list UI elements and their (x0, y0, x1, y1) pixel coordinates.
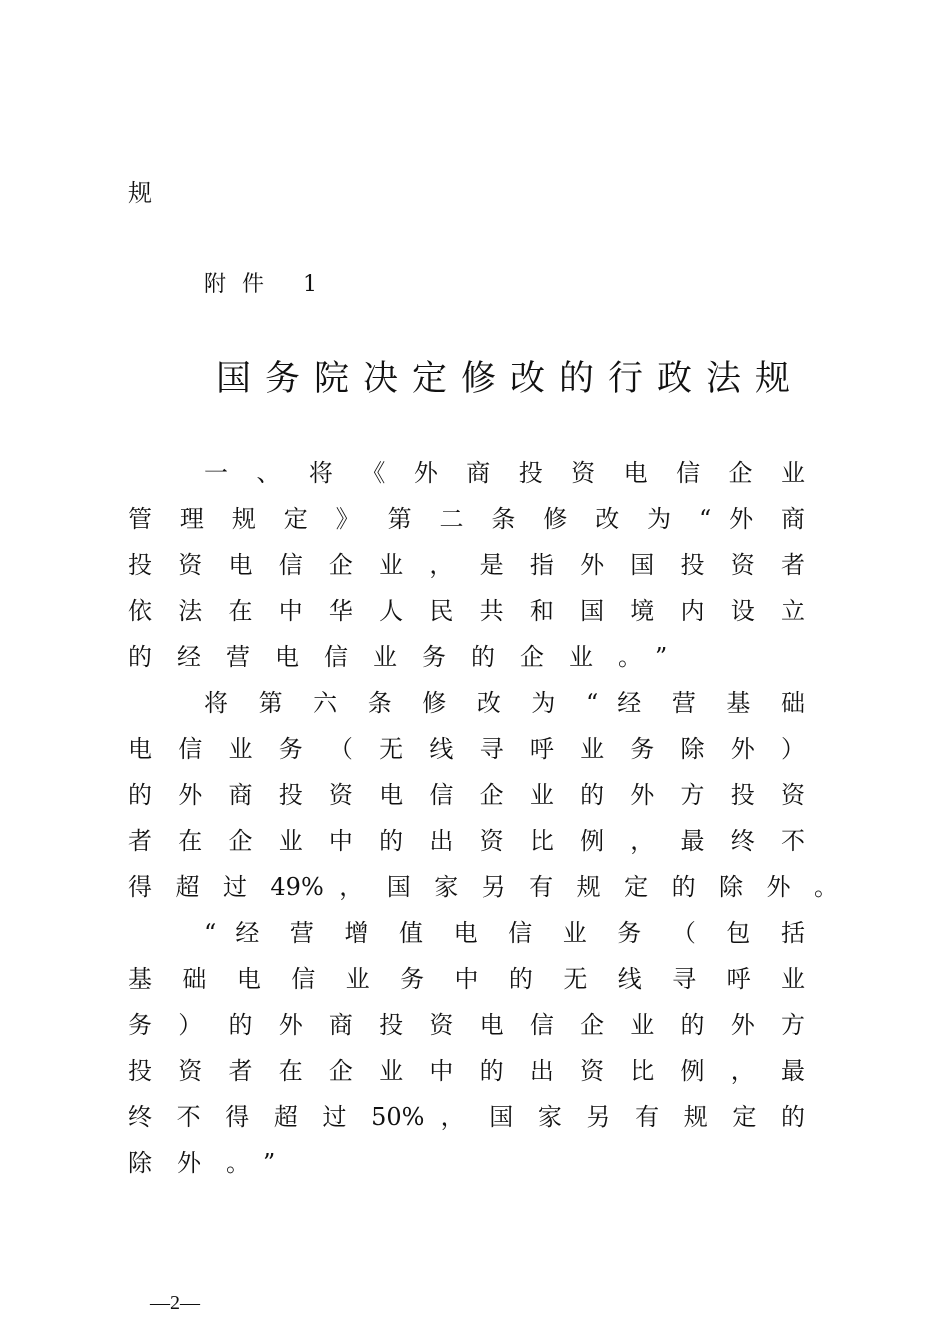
body-line: 投 资 电 信 企 业 ， 是 指 外 国 投 资 者 (128, 551, 805, 579)
body-line: 投 资 者 在 企 业 中 的 出 资 比 例 ， 最 (128, 1057, 805, 1085)
body-line: 基 础 电 信 业 务 中 的 无 线 寻 呼 业 (128, 965, 805, 993)
body-line: 者 在 企 业 中 的 出 资 比 例 ， 最 终 不 (128, 827, 805, 855)
body-line: 将 第 六 条 修 改 为 “ 经 营 基 础 (204, 689, 805, 717)
page-number: —2— (150, 1292, 200, 1314)
document-title: 国务院决定修改的行政法规 (216, 359, 805, 399)
attachment-label: 附件 1 (204, 272, 333, 297)
body-line: 依 法 在 中 华 人 民 共 和 国 境 内 设 立 (128, 597, 805, 625)
body-line: 务 ） 的 外 商 投 资 电 信 企 业 的 外 方 (128, 1011, 805, 1039)
document-body (128, 450, 838, 1186)
body-line: 除外。” (128, 1149, 301, 1177)
paragraph-1 (128, 450, 805, 680)
body-line: 的 外 商 投 资 电 信 企 业 的 外 方 投 资 (128, 781, 805, 809)
body-line: 的经营电信业务的企业。” (128, 643, 693, 671)
body-line: 电 信 业 务 （ 无 线 寻 呼 业 务 除 外 ） (128, 735, 805, 763)
body-line: 管 理 规 定 》 第 二 条 修 改 为 “ 外 商 (128, 505, 805, 533)
body-line: 终 不 得 超 过 50% ， 国 家 另 有 规 定 的 (128, 1103, 805, 1131)
carry-over-text: 规 (128, 179, 152, 207)
paragraph-3 (128, 910, 805, 1186)
body-line: 得 超 过 49% ， 国 家 另 有 规 定 的 除 外 。 (128, 873, 838, 901)
paragraph-2 (128, 680, 838, 910)
body-line: “ 经 营 增 值 电 信 业 务 （ 包 括 (204, 919, 805, 947)
body-line: 一 、 将 《 外 商 投 资 电 信 企 业 (204, 459, 805, 487)
